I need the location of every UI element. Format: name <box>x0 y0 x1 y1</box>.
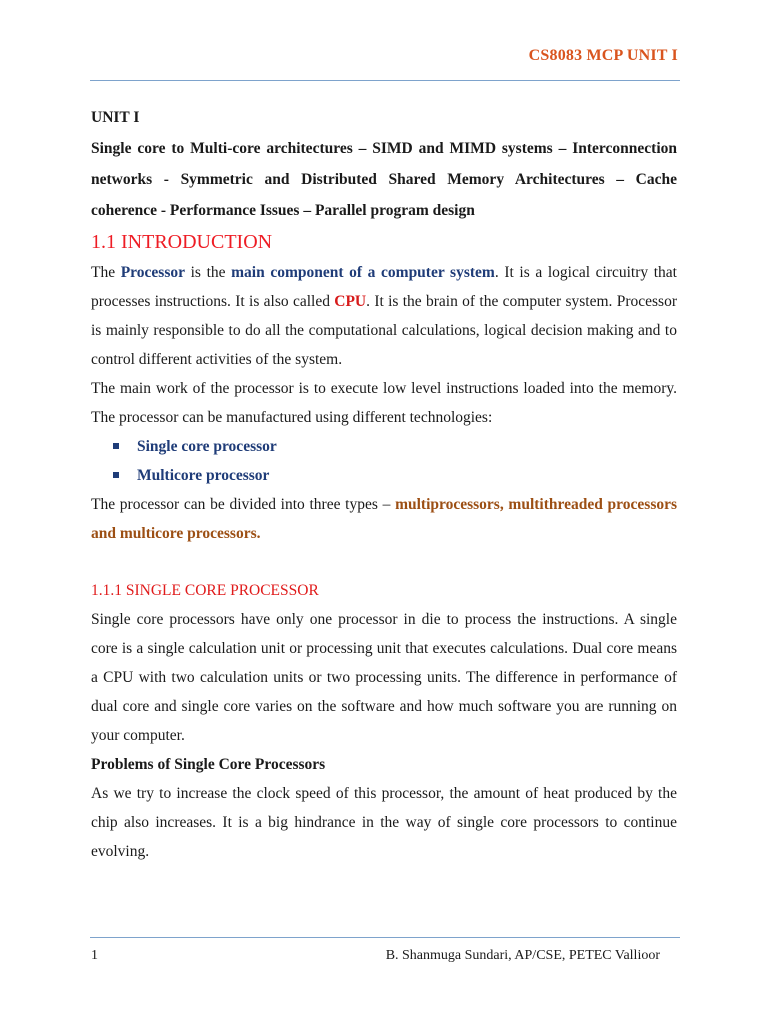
term-processor-types: multiprocessors, multithreaded processors and multicore processors. <box>91 496 678 542</box>
unit-syllabus: Single core to Multi-core architectures – SIMD and MIMD systems – Interconnection networks - Symmetric and Distributed Shared Memory Architectures – Cache coherence - Performance Issues – Parallel program design <box>91 140 677 219</box>
page-number: 1 <box>91 948 98 963</box>
subheading-problems: Problems of Single Core Processors <box>91 756 326 773</box>
header-title: CS8083 MCP UNIT I <box>528 47 678 64</box>
term-cpu: CPU <box>334 293 367 310</box>
single-core-paragraph-2: As we try to increase the clock speed of this processor, the amount of heat produced by the chip also increases. It is a big hindrance in the way of single core processors to continue evolving. <box>91 785 677 860</box>
square-bullet-icon <box>113 443 119 449</box>
text-run: is the <box>185 264 232 281</box>
text-run: The processor can be divided into three types – <box>91 496 396 513</box>
square-bullet-icon <box>113 472 119 478</box>
header-divider <box>90 80 680 81</box>
list-item <box>113 461 677 490</box>
intro-paragraph-1 <box>91 258 677 374</box>
section-heading-introduction: 1.1 INTRODUCTION <box>91 231 273 253</box>
text-run: . It is the brain of the computer system. Processor is mainly responsible to do all the computational calculations, logical decision making and to control different activities of the system. <box>91 293 677 368</box>
footer-divider <box>90 937 680 938</box>
list-item-label: Single core processor <box>137 438 277 455</box>
processor-technology-list <box>91 432 677 490</box>
footer-author: B. Shanmuga Sundari, AP/CSE, PETEC Vallioor <box>385 948 660 963</box>
list-item-label: Multicore processor <box>137 467 270 484</box>
text-run: The <box>91 264 121 281</box>
intro-paragraph-3 <box>91 490 677 548</box>
section-heading-single-core: 1.1.1 SINGLE CORE PROCESSOR <box>91 582 319 599</box>
single-core-paragraph-1: Single core processors have only one processor in die to process the instructions. A single core is a single calculation unit or processing unit that executes calculations. Dual core means a CPU with two calculation units or two processing units. The difference in performance of dual core and single core varies on the software and how much software you are running on your computer. <box>91 611 677 744</box>
unit-label: UNIT I <box>91 109 140 126</box>
page-content <box>91 103 677 866</box>
text-run: . It is a logical circuitry that processes instructions. It is also called <box>91 264 677 310</box>
term-processor: Processor <box>120 264 185 281</box>
list-item <box>113 432 677 461</box>
term-main-component: main component of a computer system <box>231 264 495 281</box>
intro-paragraph-2: The main work of the processor is to execute low level instructions loaded into the memory. The processor can be manufactured using different technologies: <box>91 380 677 426</box>
